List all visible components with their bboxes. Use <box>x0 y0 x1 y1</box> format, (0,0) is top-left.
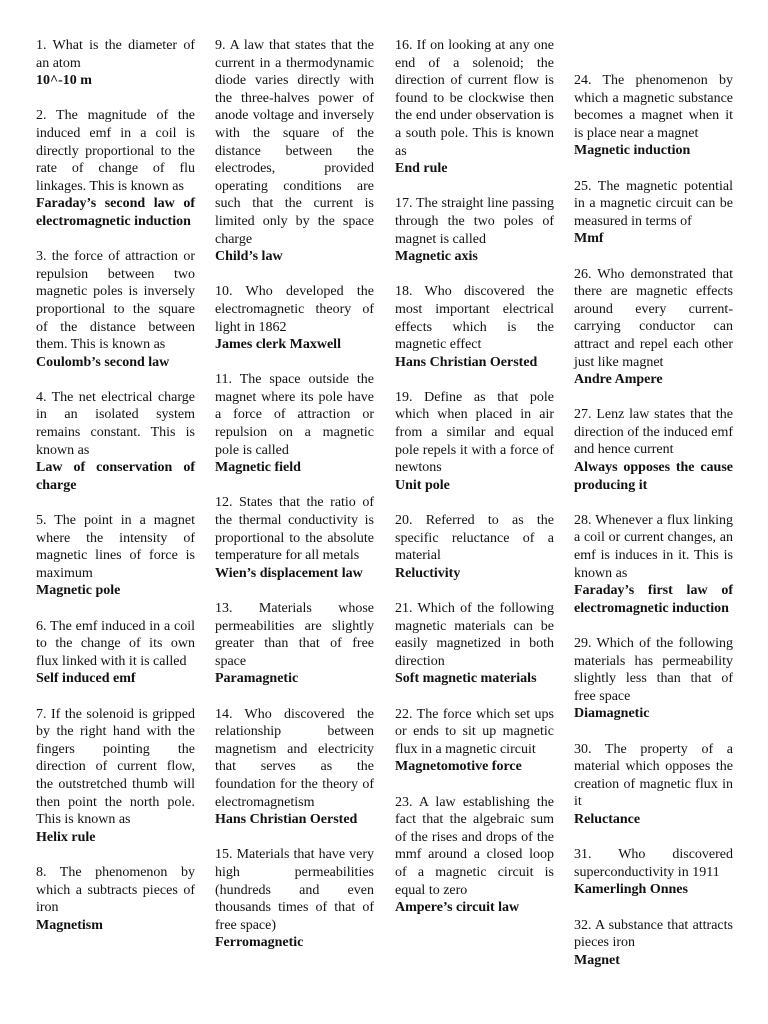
question-block <box>395 794 554 917</box>
question-block <box>215 494 374 582</box>
question-block <box>36 37 195 90</box>
question-block <box>574 72 733 160</box>
question-block <box>36 248 195 371</box>
answer-text: Magnetic axis <box>395 249 478 265</box>
question-text: 20. Referred to as the specific reluctance of a material <box>395 513 554 564</box>
question-block <box>574 406 733 494</box>
question-block <box>215 846 374 952</box>
question-text: 6. The emf induced in a coil to the change of its own flux linked with it is called <box>36 618 195 669</box>
question-text: 5. The point in a magnet where the intensity of magnetic lines of force is maximum <box>36 513 195 581</box>
answer-text: Wien’s displacement law <box>215 565 363 581</box>
question-block <box>395 389 554 495</box>
question-text: 4. The net electrical charge in an isolated system remains constant. This is known as <box>36 389 195 458</box>
question-block <box>574 178 733 248</box>
column-4 <box>574 72 733 987</box>
question-text: 8. The phenomenon by which a subtracts pieces of iron <box>36 864 195 916</box>
question-block <box>36 107 195 230</box>
question-block <box>36 706 195 847</box>
question-block <box>36 512 195 600</box>
column-2 <box>215 37 374 969</box>
question-text: 22. The force which set ups or ends to sit up magnetic flux in a magnetic circuit <box>395 706 554 757</box>
answer-text: Diamagnetic <box>574 706 650 722</box>
question-text: 26. Who demonstrated that there are magnetic effects around every current-carrying conductor can attract and repel each other just like magnet <box>574 266 733 370</box>
answer-text: Kamerlingh Onnes <box>574 882 688 898</box>
question-text: 30. The property of a material which opposes the creation of magnetic flux in it <box>574 741 733 810</box>
question-text: 16. If on looking at any one end of a solenoid; the direction of current flow is found to be clockwise then the end under observation is a south pole. This is known as <box>395 38 554 159</box>
question-block <box>395 600 554 688</box>
answer-text: Unit pole <box>395 477 450 493</box>
question-block <box>215 706 374 829</box>
answer-text: Always opposes the cause producing it <box>574 460 733 493</box>
question-text: 25. The magnetic potential in a magnetic circuit can be measured in terms of <box>574 178 733 229</box>
question-block <box>36 864 195 934</box>
question-block <box>36 389 195 495</box>
question-text: 27. Lenz law states that the direction of the induced emf and hence current <box>574 407 733 458</box>
question-text: 18. Who discovered the most important electrical effects which is the magnetic effect <box>395 284 554 353</box>
answer-text: Ferromagnetic <box>215 935 304 951</box>
column-3 <box>395 37 554 934</box>
question-text: 32. A substance that attracts pieces iron <box>574 917 733 951</box>
question-block <box>215 371 374 477</box>
question-text: 2. The magnitude of the induced emf in a coil is directly proportional to the rate of change of flu linkages. This is known as <box>36 108 195 194</box>
answer-text: Law of conservation of charge <box>36 460 195 493</box>
question-text: 1. What is the diameter of an atom <box>36 38 195 71</box>
answer-text: Child’s law <box>215 249 283 265</box>
question-block <box>395 706 554 776</box>
answer-text: Self induced emf <box>36 671 136 687</box>
answer-text: Mmf <box>574 231 604 247</box>
answer-text: Hans Christian Oersted <box>395 354 538 370</box>
question-block <box>36 618 195 688</box>
question-block <box>574 917 733 970</box>
question-block <box>395 37 554 178</box>
question-text: 28. Whenever a flux linking a coil or current changes, an emf is induces in it. This is known as <box>574 512 733 581</box>
answer-text: Magnetic induction <box>574 143 691 159</box>
question-block <box>215 600 374 688</box>
answer-text: Magnetic field <box>215 460 301 476</box>
answer-text: Magnetism <box>36 917 103 933</box>
question-text: 7. If the solenoid is gripped by the right hand with the fingers pointing the direction of current flow, the outstretched thumb will then point the north pole. This is known as <box>36 706 195 828</box>
question-text: 23. A law establishing the fact that the algebraic sum of the rises and drops of the mmf around a closed loop of a magnetic circuit is equal to zero <box>395 794 554 898</box>
answer-text: Coulomb’s second law <box>36 354 170 370</box>
answer-text: Magnetomotive force <box>395 759 522 775</box>
answer-text: Paramagnetic <box>215 671 299 687</box>
question-text: 9. A law that states that the current in a thermodynamic diode varies directly with the three-halves power of anode voltage and inversely with the square of the distance between the electrodes, provided operating conditions are such that the current is limited only by the space charge <box>215 38 374 247</box>
question-text: 10. Who developed the electromagnetic theory of light in 1862 <box>215 284 374 335</box>
question-text: 24. The phenomenon by which a magnetic substance becomes a magnet when it is place near a magnet <box>574 73 733 141</box>
question-text: 21. Which of the following magnetic materials can be easily magnetized in both direction <box>395 601 554 669</box>
answer-text: Reluctance <box>574 811 641 827</box>
answer-text: Faraday’s second law of electromagnetic induction <box>36 196 195 229</box>
question-block <box>395 512 554 582</box>
question-text: 17. The straight line passing through the two poles of magnet is called <box>395 196 554 247</box>
question-text: 29. Which of the following materials has permeability slightly less than that of free space <box>574 636 733 704</box>
question-text: 11. The space outside the magnet where its pole have a force of attraction or repulsion on a magnetic pole is called <box>215 372 374 458</box>
answer-text: 10^-10 m <box>36 73 92 89</box>
answer-text: Ampere’s circuit law <box>395 900 520 916</box>
answer-text: Magnet <box>574 952 620 968</box>
answer-text: Helix rule <box>36 829 96 845</box>
question-block <box>574 846 733 899</box>
question-block <box>395 283 554 371</box>
answer-text: End rule <box>395 161 448 177</box>
question-block <box>574 266 733 389</box>
answer-text: Hans Christian Oersted <box>215 812 358 828</box>
question-block <box>574 512 733 618</box>
column-1 <box>36 37 195 952</box>
question-block <box>215 37 374 266</box>
answer-text: Reluctivity <box>395 565 461 581</box>
question-block <box>574 635 733 723</box>
answer-text: James clerk Maxwell <box>215 337 341 353</box>
question-block <box>215 283 374 353</box>
answer-text: Andre Ampere <box>574 372 663 388</box>
question-text: 19. Define as that pole which when placed in air from a similar and equal pole repels it with a force of newtons <box>395 389 554 476</box>
question-block <box>574 741 733 829</box>
answer-text: Faraday’s first law of electromagnetic induction <box>574 583 733 616</box>
question-text: 15. Materials that have very high permeabilities (hundreds and even thousands times of that of free space) <box>215 847 374 933</box>
answer-text: Soft magnetic materials <box>395 671 537 687</box>
question-text: 13. Materials whose permeabilities are slightly greater than that of free space <box>215 601 374 669</box>
question-text: 14. Who discovered the relationship between magnetism and electricity that serves as the foundation for the theory of electromagnetism <box>215 706 374 810</box>
answer-text: Magnetic pole <box>36 583 121 599</box>
question-text: 31. Who discovered superconductivity in 1911 <box>574 847 733 880</box>
question-text: 3. the force of attraction or repulsion between two magnetic poles is inversely proportional to the square of the distance between them. This is known as <box>36 249 195 353</box>
question-text: 12. States that the ratio of the thermal conductivity is proportional to the absolute temperature for all metals <box>215 495 374 564</box>
question-block <box>395 195 554 265</box>
